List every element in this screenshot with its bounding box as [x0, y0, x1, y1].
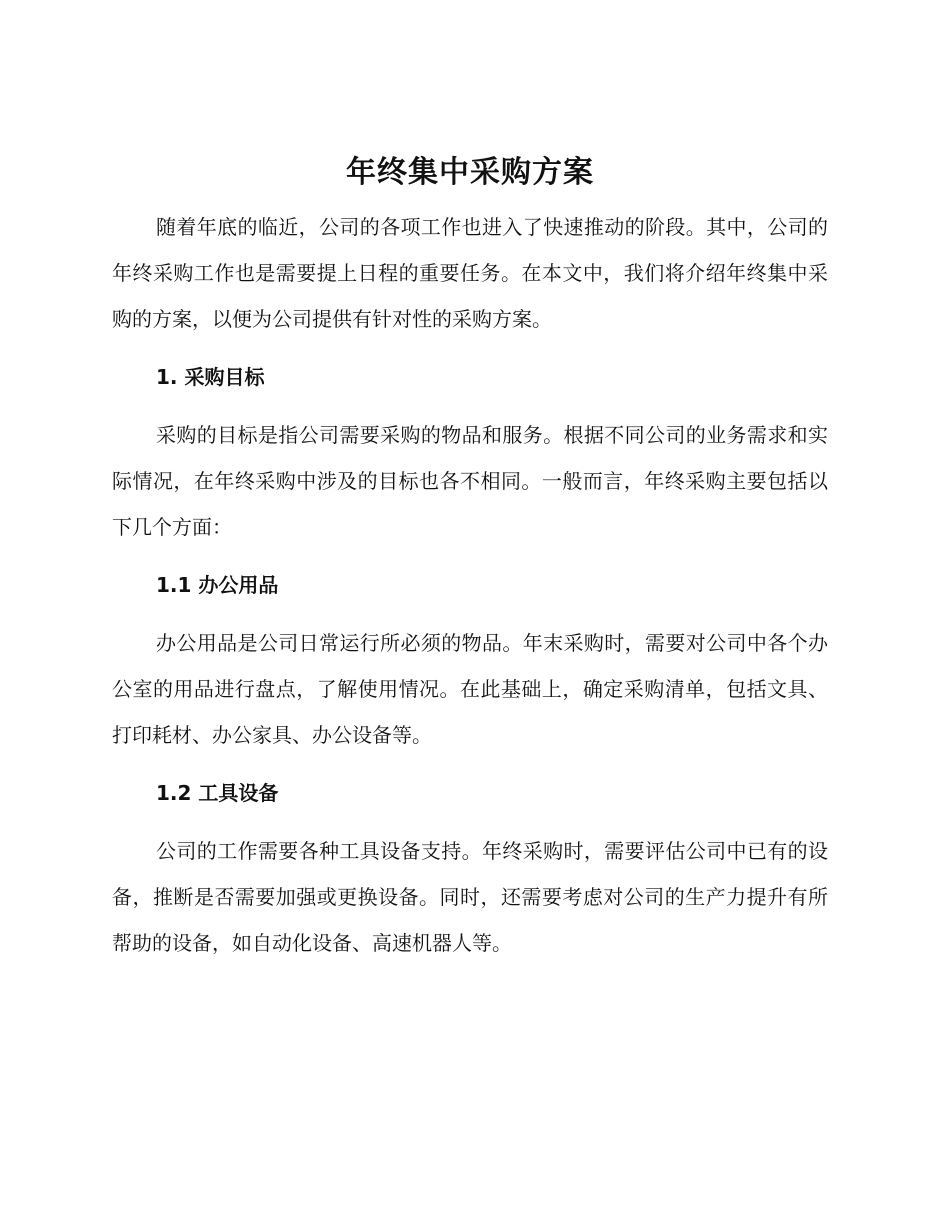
document-title: 年终集中采购方案 [346, 155, 594, 190]
document-page [112, 150, 828, 966]
section-heading-office-supplies: 1.1 办公用品 [156, 573, 279, 597]
section-heading-tool-equipment: 1.2 工具设备 [156, 781, 279, 805]
intro-paragraph: 随着年底的临近，公司的各项工作也进入了快速推动的阶段。其中，公司的年终采购工作也是需要提上日程的重要任务。在本文中，我们将介绍年终集中采购的方案，以便为公司提供有针对性的采购方案。 [112, 215, 828, 331]
section-body-procurement-goals: 采购的目标是指公司需要采购的物品和服务。根据不同公司的业务需求和实际情况，在年终采购中涉及的目标也各不相同。一般而言，年终采购主要包括以下几个方面： [112, 423, 828, 539]
section-heading-procurement-goals: 1. 采购目标 [156, 365, 265, 389]
section-body-office-supplies: 办公用品是公司日常运行所必须的物品。年末采购时，需要对公司中各个办公室的用品进行盘点，了解使用情况。在此基础上，确定采购清单，包括文具、打印耗材、办公家具、办公设备等。 [112, 631, 828, 747]
section-body-tool-equipment: 公司的工作需要各种工具设备支持。年终采购时，需要评估公司中已有的设备，推断是否需要加强或更换设备。同时，还需要考虑对公司的生产力提升有所帮助的设备，如自动化设备、高速机器人等。 [112, 839, 828, 955]
